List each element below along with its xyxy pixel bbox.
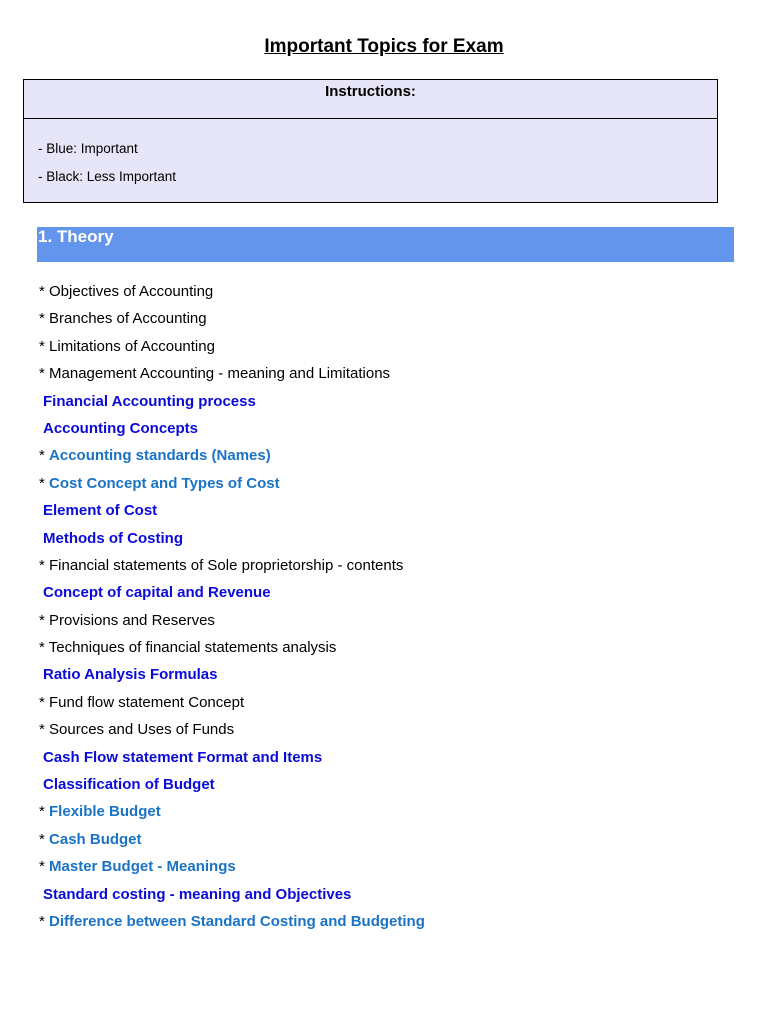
topic-item bbox=[39, 497, 425, 524]
topic-item bbox=[39, 798, 425, 825]
topic-item bbox=[39, 442, 425, 469]
page-title: Important Topics for Exam bbox=[264, 36, 504, 57]
topic-item bbox=[39, 634, 425, 661]
topic-bullet: * bbox=[39, 611, 50, 629]
topic-text: Accounting Concepts bbox=[43, 419, 199, 437]
topic-bullet: * bbox=[39, 803, 50, 821]
topic-item bbox=[39, 744, 425, 771]
topic-bullet: * bbox=[39, 830, 50, 848]
topic-bullet: * bbox=[39, 447, 50, 465]
topic-bullet: * bbox=[39, 365, 50, 383]
topic-text: Cash Budget bbox=[49, 830, 142, 848]
topic-text: Classification of Budget bbox=[43, 776, 215, 794]
topic-text: Element of Cost bbox=[43, 502, 158, 520]
topic-bullet: * bbox=[39, 721, 50, 739]
topic-text: Flexible Budget bbox=[49, 803, 161, 821]
topic-text: Sources and Uses of Funds bbox=[49, 721, 235, 739]
topic-bullet: * bbox=[39, 474, 50, 492]
topic-bullet: * bbox=[39, 912, 50, 930]
topic-item bbox=[39, 388, 425, 415]
instructions-box bbox=[23, 79, 718, 203]
topic-text: Cash Flow statement Format and Items bbox=[43, 748, 323, 766]
topic-item bbox=[39, 579, 425, 606]
topic-item bbox=[39, 552, 425, 579]
topic-item bbox=[39, 470, 425, 497]
topic-item bbox=[39, 525, 425, 552]
topic-text: Methods of Costing bbox=[43, 529, 183, 547]
instructions-legend bbox=[24, 119, 717, 191]
topic-item bbox=[39, 716, 425, 743]
topic-item bbox=[39, 360, 425, 387]
topic-item bbox=[39, 826, 425, 853]
topic-text: Financial statements of Sole proprietorship - contents bbox=[49, 556, 404, 574]
topic-text: Ratio Analysis Formulas bbox=[43, 666, 218, 684]
topic-bullet: * bbox=[39, 556, 50, 574]
topic-item bbox=[39, 661, 425, 688]
topic-item bbox=[39, 415, 425, 442]
topic-text: Cost Concept and Types of Cost bbox=[49, 474, 280, 492]
topic-text: Master Budget - Meanings bbox=[49, 858, 236, 876]
topic-text: Accounting standards (Names) bbox=[49, 447, 271, 465]
topic-text: Techniques of financial statements analysis bbox=[48, 639, 337, 657]
topic-text: Financial Accounting process bbox=[43, 392, 256, 410]
topic-item bbox=[39, 607, 425, 634]
topic-item bbox=[39, 305, 425, 332]
topic-text: Concept of capital and Revenue bbox=[43, 584, 271, 602]
topic-item bbox=[39, 278, 425, 305]
topic-bullet: * bbox=[39, 283, 50, 300]
topic-bullet: * bbox=[39, 693, 50, 711]
topic-bullet: * bbox=[39, 858, 50, 876]
topic-bullet: * bbox=[39, 639, 49, 657]
topic-text: Objectives of Accounting bbox=[49, 283, 214, 300]
topic-bullet: * bbox=[39, 310, 50, 328]
topic-text: Branches of Accounting bbox=[49, 310, 207, 328]
topic-item bbox=[39, 333, 425, 360]
topic-item bbox=[39, 689, 425, 716]
topic-text: Limitations of Accounting bbox=[49, 337, 215, 355]
legend-less-important: - Black: Less Important bbox=[38, 169, 177, 184]
topic-item bbox=[39, 908, 425, 935]
topic-text: Standard costing - meaning and Objectives bbox=[43, 885, 352, 903]
topic-text: Management Accounting - meaning and Limitations bbox=[49, 365, 391, 383]
legend-important: - Blue: Important bbox=[38, 141, 138, 156]
topic-item bbox=[39, 881, 425, 908]
topic-bullet: * bbox=[39, 337, 50, 355]
topic-item bbox=[39, 853, 425, 880]
section-title: 1. Theory bbox=[38, 227, 114, 246]
section-header bbox=[37, 227, 734, 262]
topic-text: Provisions and Reserves bbox=[49, 611, 215, 629]
topic-text: Fund flow statement Concept bbox=[49, 693, 245, 711]
topic-text: Difference between Standard Costing and Budgeting bbox=[49, 912, 425, 930]
instructions-heading: Instructions: bbox=[24, 80, 717, 119]
topic-item bbox=[39, 771, 425, 798]
topic-list bbox=[39, 278, 425, 935]
